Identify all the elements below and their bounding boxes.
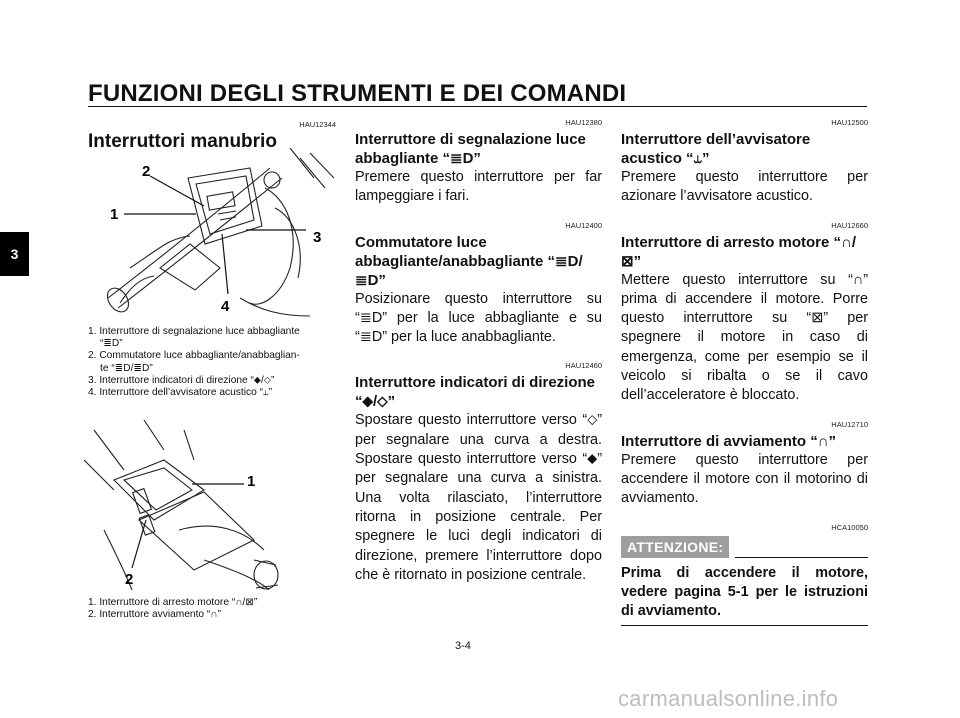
- section-title: Interruttore di arresto motore “∩/⊠”: [621, 233, 857, 270]
- handlebar-figure-1: [100, 148, 334, 320]
- figure-callout-1: 1: [247, 473, 256, 490]
- figure-callout-1: 1: [110, 206, 119, 223]
- section-code: HAU12380: [565, 118, 602, 127]
- caption-line: 1. Interruttore di arresto motore “∩/⊠”: [88, 597, 258, 608]
- caption-line: 4. Interruttore dell’avvisatore acustico “⥿”: [88, 387, 273, 399]
- caption-line: te “≣D/≣D”: [100, 362, 153, 374]
- figure-callout-3: 3: [313, 229, 322, 246]
- notice-header: [621, 536, 868, 558]
- section-body: Premere questo interruttore per far lampeggiare i fari.: [355, 169, 602, 205]
- section-body: Spostare questo interruttore verso “⬦” per segnalare una curva a destra. Spostare questo interruttore verso “⬥” per segnalare una curva a sinistra. Una volta rilasciato, l’interruttore ritorna in posizione centrale. Per spegnere le luci degli indicatori di direzione, premere l’interruttore dopo che è ritornato in posizione centrale.: [355, 412, 602, 583]
- figure-1-caption: [88, 326, 300, 399]
- figure-callout-4: 4: [221, 298, 230, 315]
- section-body: Premere questo interruttore per azionare l’avvisatore acustico.: [621, 169, 868, 205]
- figure-2-caption: [88, 597, 257, 621]
- section-title: Interruttore dell’avvisatore acustico “⥿”: [621, 131, 811, 167]
- section-code: HAU12500: [831, 118, 868, 127]
- section-title: Commutatore luce abbagliante/anabbagliante “≣D/≣D”: [355, 233, 583, 289]
- page-title: FUNZIONI DEGLI STRUMENTI E DEI COMANDI: [88, 80, 627, 107]
- figure-callout-2: 2: [142, 163, 151, 180]
- chapter-tab: 3: [0, 232, 29, 276]
- section-heading: Interruttori manubrio: [88, 131, 277, 152]
- section-title: Interruttore di segnalazione luce abbagliante “≣D”: [355, 131, 586, 167]
- notice-rule: [735, 556, 868, 558]
- figure-callout-2: 2: [125, 571, 134, 588]
- caption-line: 3. Interruttore indicatori di direzione “⬥/⬦”: [88, 374, 275, 386]
- caption-line: 1. Interruttore di segnalazione luce abbagliante: [88, 326, 300, 337]
- section-body: Posizionare questo interruttore su “≣D” per la luce abbagliante e su “≣D” per la luce anabbagliante.: [355, 290, 602, 346]
- section-body: Premere questo interruttore per accendere il motore con il motorino di avviamento.: [621, 451, 868, 507]
- section-code: HAU12710: [831, 419, 868, 429]
- section-code: HAU12400: [565, 220, 602, 230]
- column-2: [355, 118, 602, 585]
- caption-line: 2. Commutatore luce abbagliante/anabbaglian-: [88, 350, 300, 362]
- column-3: [621, 118, 868, 626]
- handlebar-figure-2: [84, 420, 294, 590]
- section-title: Interruttore indicatori di direzione “⬥/⬦”: [355, 374, 596, 411]
- watermark: carmanualsonline.info: [618, 686, 839, 711]
- section-body: Mettere questo interruttore su “∩” prima di accendere il motore. Porre questo interruttore su “⊠” per spegnere il motore in caso di emergenza, come per esempio se il veicolo si ribalta o se il cavo dell’acceleratore è bloccato.: [621, 271, 868, 404]
- section-code: HAU12344: [299, 120, 336, 129]
- section-code: HAU12460: [565, 361, 602, 371]
- title-rule: [88, 106, 867, 107]
- section-code: HAU12660: [831, 220, 868, 230]
- notice-label: ATTENZIONE:: [621, 536, 729, 558]
- notice-code: HCA10050: [831, 522, 868, 532]
- caption-line: 2. Interruttore avviamento “∩”: [88, 609, 222, 621]
- section-title: Interruttore di avviamento “∩”: [621, 432, 837, 450]
- page-number: 3-4: [455, 640, 471, 652]
- caption-line: “≣D”: [100, 338, 123, 350]
- notice-text: Prima di accendere il motore, vedere pagina 5-1 per le istruzioni di avviamento.: [621, 564, 868, 627]
